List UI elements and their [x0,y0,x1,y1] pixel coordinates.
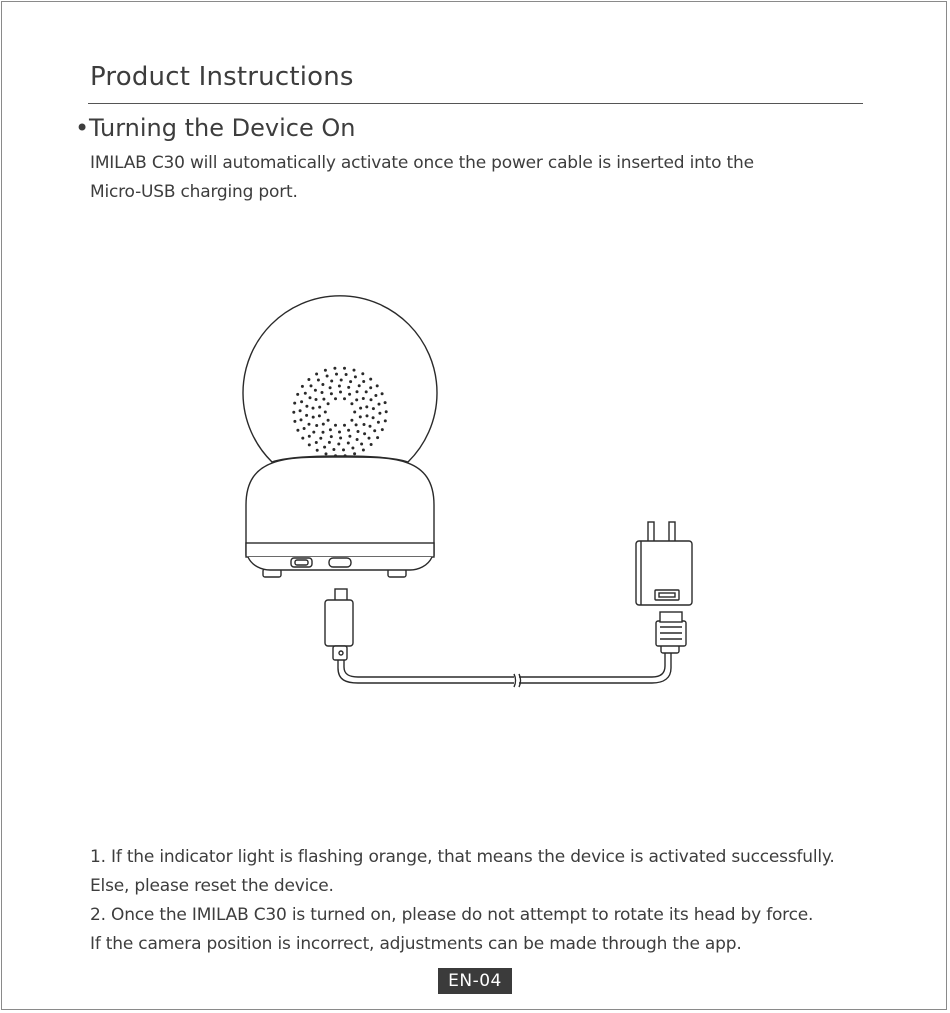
grille-dot [327,402,330,405]
grille-dot [303,427,306,430]
grille-dot [315,441,318,444]
grille-dot [378,412,381,415]
grille-dot [356,438,359,441]
grille-dot [350,402,353,405]
grille-dot [378,403,381,406]
grille-dot [314,389,317,392]
grille-dot [355,398,358,401]
grille-dot [330,380,333,383]
grille-dot [374,394,377,397]
grille-dot [292,411,295,414]
grille-dot [343,367,346,370]
grille-dot [348,435,351,438]
grille-dot [362,449,365,452]
micro-usb-cable-icon [325,589,686,687]
grille-dot [318,414,321,417]
grille-dot [329,428,332,431]
grille-dot [348,393,351,396]
note-line: Else, please reset the device. [90,876,334,896]
grille-dot [317,379,320,382]
grille-dot [361,372,364,375]
grille-dot [305,414,308,417]
grille-dot [370,398,373,401]
grille-dot [369,425,372,428]
grille-dot [347,442,350,445]
grille-dot [365,405,368,408]
grille-dot [304,392,307,395]
grille-dot [369,386,372,389]
grille-dot [334,397,337,400]
grille-dot [321,391,324,394]
grille-dot [360,443,363,446]
grille-dot [370,443,373,446]
grille-dot [322,398,325,401]
note-line: 1. If the indicator light is flashing orange, that means the device is activated successfully. [90,847,835,867]
grille-dot [330,435,333,438]
grille-dot [309,396,312,399]
grille-dot [315,398,318,401]
bullet-icon: • [75,114,90,142]
grille-dot [321,383,324,386]
grille-dot [324,411,327,414]
grille-dot [293,402,296,405]
grille-dot [322,423,325,426]
grille-dot [335,373,338,376]
page-number-badge: EN-04 [438,968,512,994]
grille-dot [355,423,358,426]
page-title: Product Instructions [90,62,354,92]
grille-dot [343,424,346,427]
note-line: 2. Once the IMILAB C30 is turned on, please do not attempt to rotate its head by force. [90,905,814,925]
grille-dot [351,447,354,450]
grille-dot [369,378,372,381]
grille-dot [347,386,350,389]
grille-dot [322,431,325,434]
grille-dot [362,380,365,383]
grille-dot [316,449,319,452]
grille-dot [324,369,327,372]
grille-dot [293,420,296,423]
grille-dot [312,416,315,419]
grille-dot [353,369,356,372]
grille-dot [384,419,387,422]
grille-dot [301,437,304,440]
grille-dot [385,410,388,413]
grille-dot [373,429,376,432]
grille-dot [308,423,311,426]
grille-dot [359,407,362,410]
grille-dot [312,431,315,434]
grille-dot [376,384,379,387]
grille-dot [368,437,371,440]
grille-dot [326,375,329,378]
grille-dot [372,416,375,419]
grille-dot [354,375,357,378]
grille-dot [357,430,360,433]
grille-dot [308,435,311,438]
grille-dot [381,392,384,395]
grille-dot [319,437,322,440]
grille-dot [343,397,346,400]
grille-dot [349,380,352,383]
grille-dot [307,378,310,381]
intro-line: Micro-USB charging port. [90,182,298,202]
grille-dot [366,414,369,417]
grille-dot [305,405,308,408]
grille-dot [315,373,318,376]
grille-dot [310,384,313,387]
grille-dot [333,367,336,370]
grille-dot [359,415,362,418]
grille-dot [372,407,375,410]
intro-line: IMILAB C30 will automatically activate once the power cable is inserted into the [90,153,754,173]
notes [90,843,920,959]
grille-dot [339,391,342,394]
grille-dot [334,424,337,427]
grille-dot [345,373,348,376]
grille-dot [318,406,321,409]
note-line: If the camera position is incorrect, adjustments can be made through the app. [90,934,742,954]
grille-dot [356,390,359,393]
grille-dot [363,423,366,426]
grille-dot [353,411,356,414]
grille-dot [344,454,347,457]
grille-dot [312,407,315,410]
grille-dot [384,401,387,404]
grille-dot [342,448,345,451]
grille-dot [300,418,303,421]
grille-dot [296,429,299,432]
grille-dot [376,436,379,439]
grille-dot [358,384,361,387]
grille-dot [377,421,380,424]
grille-dot [334,454,337,457]
grille-dot [353,452,356,455]
grille-dot [365,390,368,393]
grille-dot [329,386,332,389]
grille-dot [363,432,366,435]
grille-dot [327,419,330,422]
grille-dot [315,424,318,427]
security-camera-icon [243,296,437,577]
grille-dot [347,429,350,432]
section-heading-text: Turning the Device On [89,114,356,142]
grille-dot [328,441,331,444]
grille-dot [338,431,341,434]
grille-dot [381,428,384,431]
grille-dot [337,443,340,446]
grille-dot [340,379,343,382]
grille-dot [362,397,365,400]
grille-dot [332,448,335,451]
grille-dot [338,385,341,388]
grille-dot [350,419,353,422]
grille-dot [323,446,326,449]
grille-dot [339,437,342,440]
grille-dot [299,409,302,412]
grille-dot [296,393,299,396]
grille-dot [308,443,311,446]
power-adapter-icon [636,522,692,605]
grille-dot [300,400,303,403]
grille-dot [301,385,304,388]
grille-dot [330,392,333,395]
grille-dot [325,452,328,455]
